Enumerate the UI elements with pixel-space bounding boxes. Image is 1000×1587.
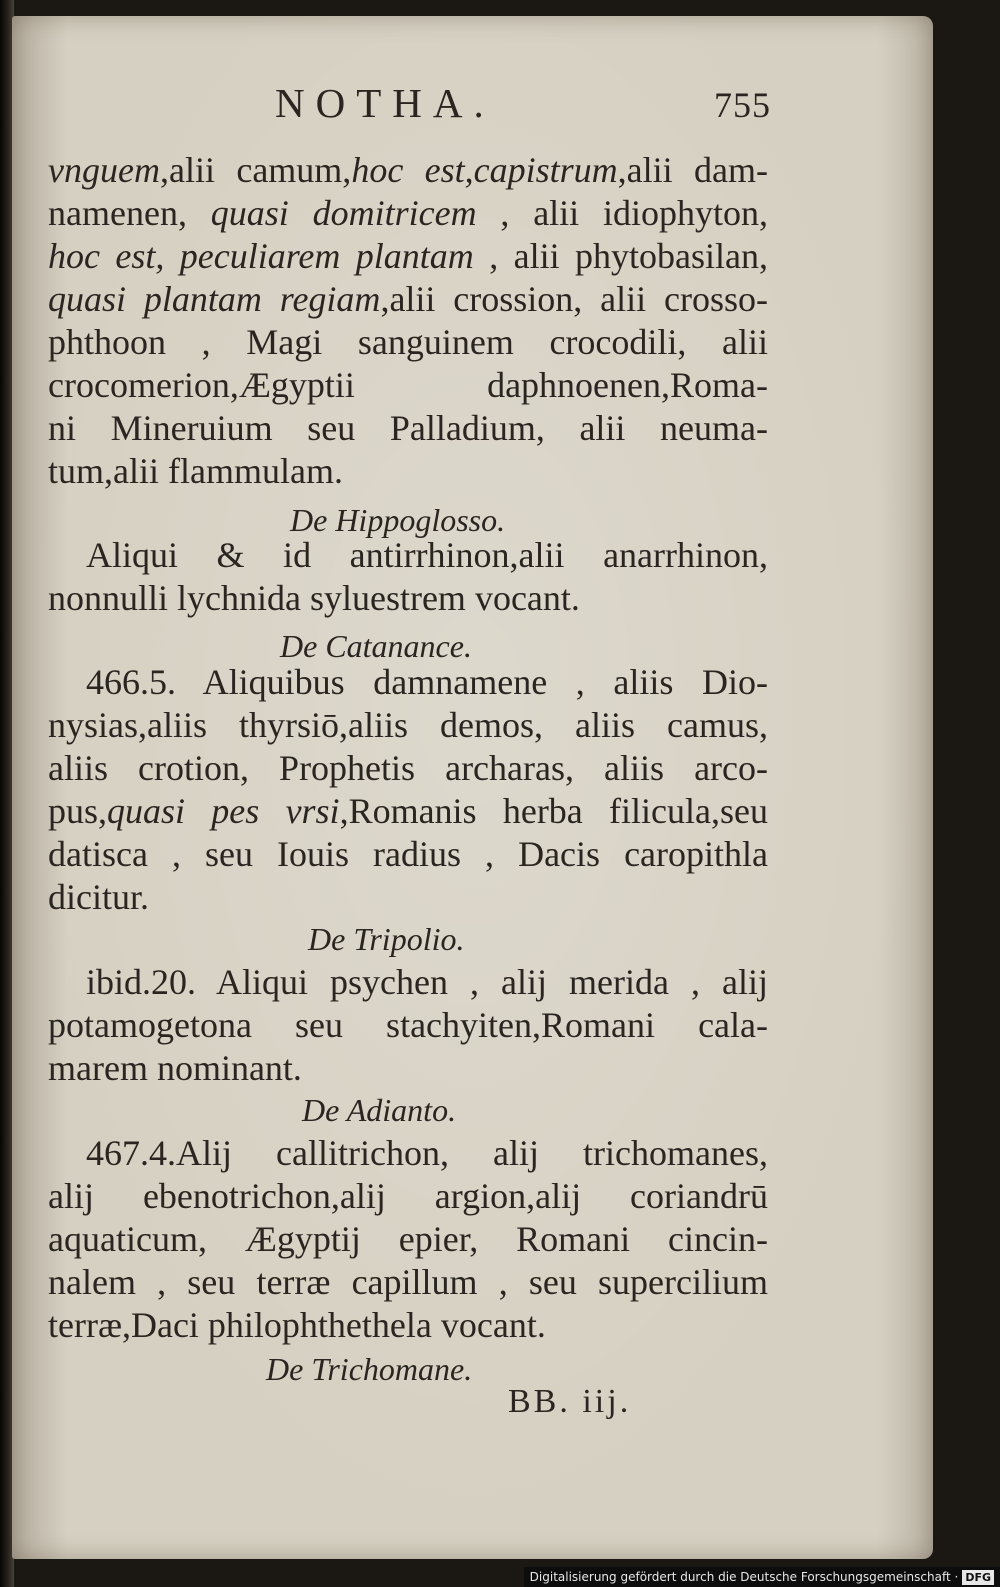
- text-line: [48, 1304, 768, 1346]
- text-line: [48, 278, 768, 320]
- text-run: datisca , seu Iouis radius , Dacis caropithla: [48, 834, 768, 874]
- text-run: marem nominant.: [48, 1048, 302, 1088]
- text-run: 466.5. Aliquibus damnamene , aliis Dio-: [86, 662, 768, 702]
- text-run: , alii phytobasilan,: [473, 236, 768, 276]
- text-run: alij ebenotrichon,alij argion,alij coriandrū: [48, 1176, 768, 1216]
- italic-run: hoc est,capistrum: [351, 150, 618, 190]
- text-run: dicitur.: [48, 877, 149, 917]
- section-heading: De Adianto.: [302, 1092, 457, 1128]
- text-run: aliis crotion, Prophetis archaras, aliis arco-: [48, 748, 768, 788]
- text-line: [48, 577, 768, 619]
- italic-run: quasi domitricem: [210, 193, 477, 233]
- text-line: [86, 534, 768, 576]
- section-heading: De Catanance.: [280, 628, 472, 664]
- section-heading: De Tripolio.: [308, 921, 465, 957]
- text-run: Aliqui & id antirrhinon,alii anarrhinon,: [86, 535, 768, 575]
- text-line: [48, 450, 768, 492]
- text-line: [86, 961, 768, 1003]
- text-run: nonnulli lychnida syluestrem vocant.: [48, 578, 580, 618]
- text-line: [48, 321, 768, 363]
- text-run: ,alii crossion, alii crosso-: [380, 279, 769, 319]
- text-line: [48, 704, 768, 746]
- section-heading: De Trichomane.: [266, 1351, 473, 1387]
- text-run: ,alii camum,: [159, 150, 352, 190]
- text-line: [48, 1261, 768, 1303]
- text-run: crocomerion,Ægyptii daphnoenen,Roma-: [48, 365, 768, 405]
- text-line: [48, 1047, 768, 1089]
- text-line: [48, 833, 768, 875]
- italic-run: vnguem: [48, 150, 160, 190]
- text-line: [48, 192, 768, 234]
- text-run: phthoon , Magi sanguinem crocodili, alii: [48, 322, 768, 362]
- text-run: potamogetona seu stachyiten,Romani cala-: [48, 1005, 768, 1045]
- text-run: tum,alii flammulam.: [48, 451, 343, 491]
- text-run: 467.4.Alij callitrichon, alij trichomanes,: [86, 1133, 768, 1173]
- text-line: [48, 747, 768, 789]
- text-run: pus,: [48, 791, 108, 831]
- italic-run: hoc est, peculiarem plantam: [48, 236, 474, 276]
- text-run: nysias,aliis thyrsiō,aliis demos, aliis camus,: [48, 705, 768, 745]
- text-run: ,Romanis herba filicula,seu: [339, 791, 768, 831]
- text-line: [48, 1004, 768, 1046]
- italic-run: quasi plantam regiam: [48, 279, 381, 319]
- text-line: [48, 1175, 768, 1217]
- dfg-logo: DFG: [962, 1570, 994, 1585]
- digitization-credit: [524, 1567, 1000, 1587]
- text-run: ,alii dam-: [617, 150, 769, 190]
- running-head: NOTHA.: [275, 80, 495, 126]
- text-line: [48, 235, 768, 277]
- text-run: nalem , seu terræ capillum , seu supercilium: [48, 1262, 768, 1302]
- book-page: [12, 16, 933, 1559]
- text-run: aquaticum, Ægyptij epier, Romani cincin-: [48, 1219, 768, 1259]
- text-line: [48, 149, 768, 191]
- text-line: [48, 407, 768, 449]
- page-text: [12, 16, 933, 1559]
- text-line: [86, 1132, 768, 1174]
- text-line: [48, 364, 768, 406]
- text-run: namenen,: [48, 193, 211, 233]
- text-run: ibid.20. Aliqui psychen , alij merida , alij: [86, 962, 768, 1002]
- text-run: , alii idiophyton,: [476, 193, 768, 233]
- text-run: ni Mineruium seu Palladium, alii neuma-: [48, 408, 768, 448]
- text-run: terræ,Daci philophthethela vocant.: [48, 1305, 546, 1345]
- text-line: [48, 876, 768, 918]
- italic-run: quasi pes vrsi: [107, 791, 340, 831]
- credit-text: Digitalisierung gefördert durch die Deutsche Forschungsgemeinschaft ·: [529, 1570, 959, 1584]
- signature-mark: BB. iij.: [508, 1383, 632, 1420]
- text-line: [48, 1218, 768, 1260]
- text-line: [86, 661, 768, 703]
- page-number: 755: [714, 85, 771, 125]
- section-heading: De Hippoglosso.: [290, 502, 506, 538]
- text-line: [48, 790, 768, 832]
